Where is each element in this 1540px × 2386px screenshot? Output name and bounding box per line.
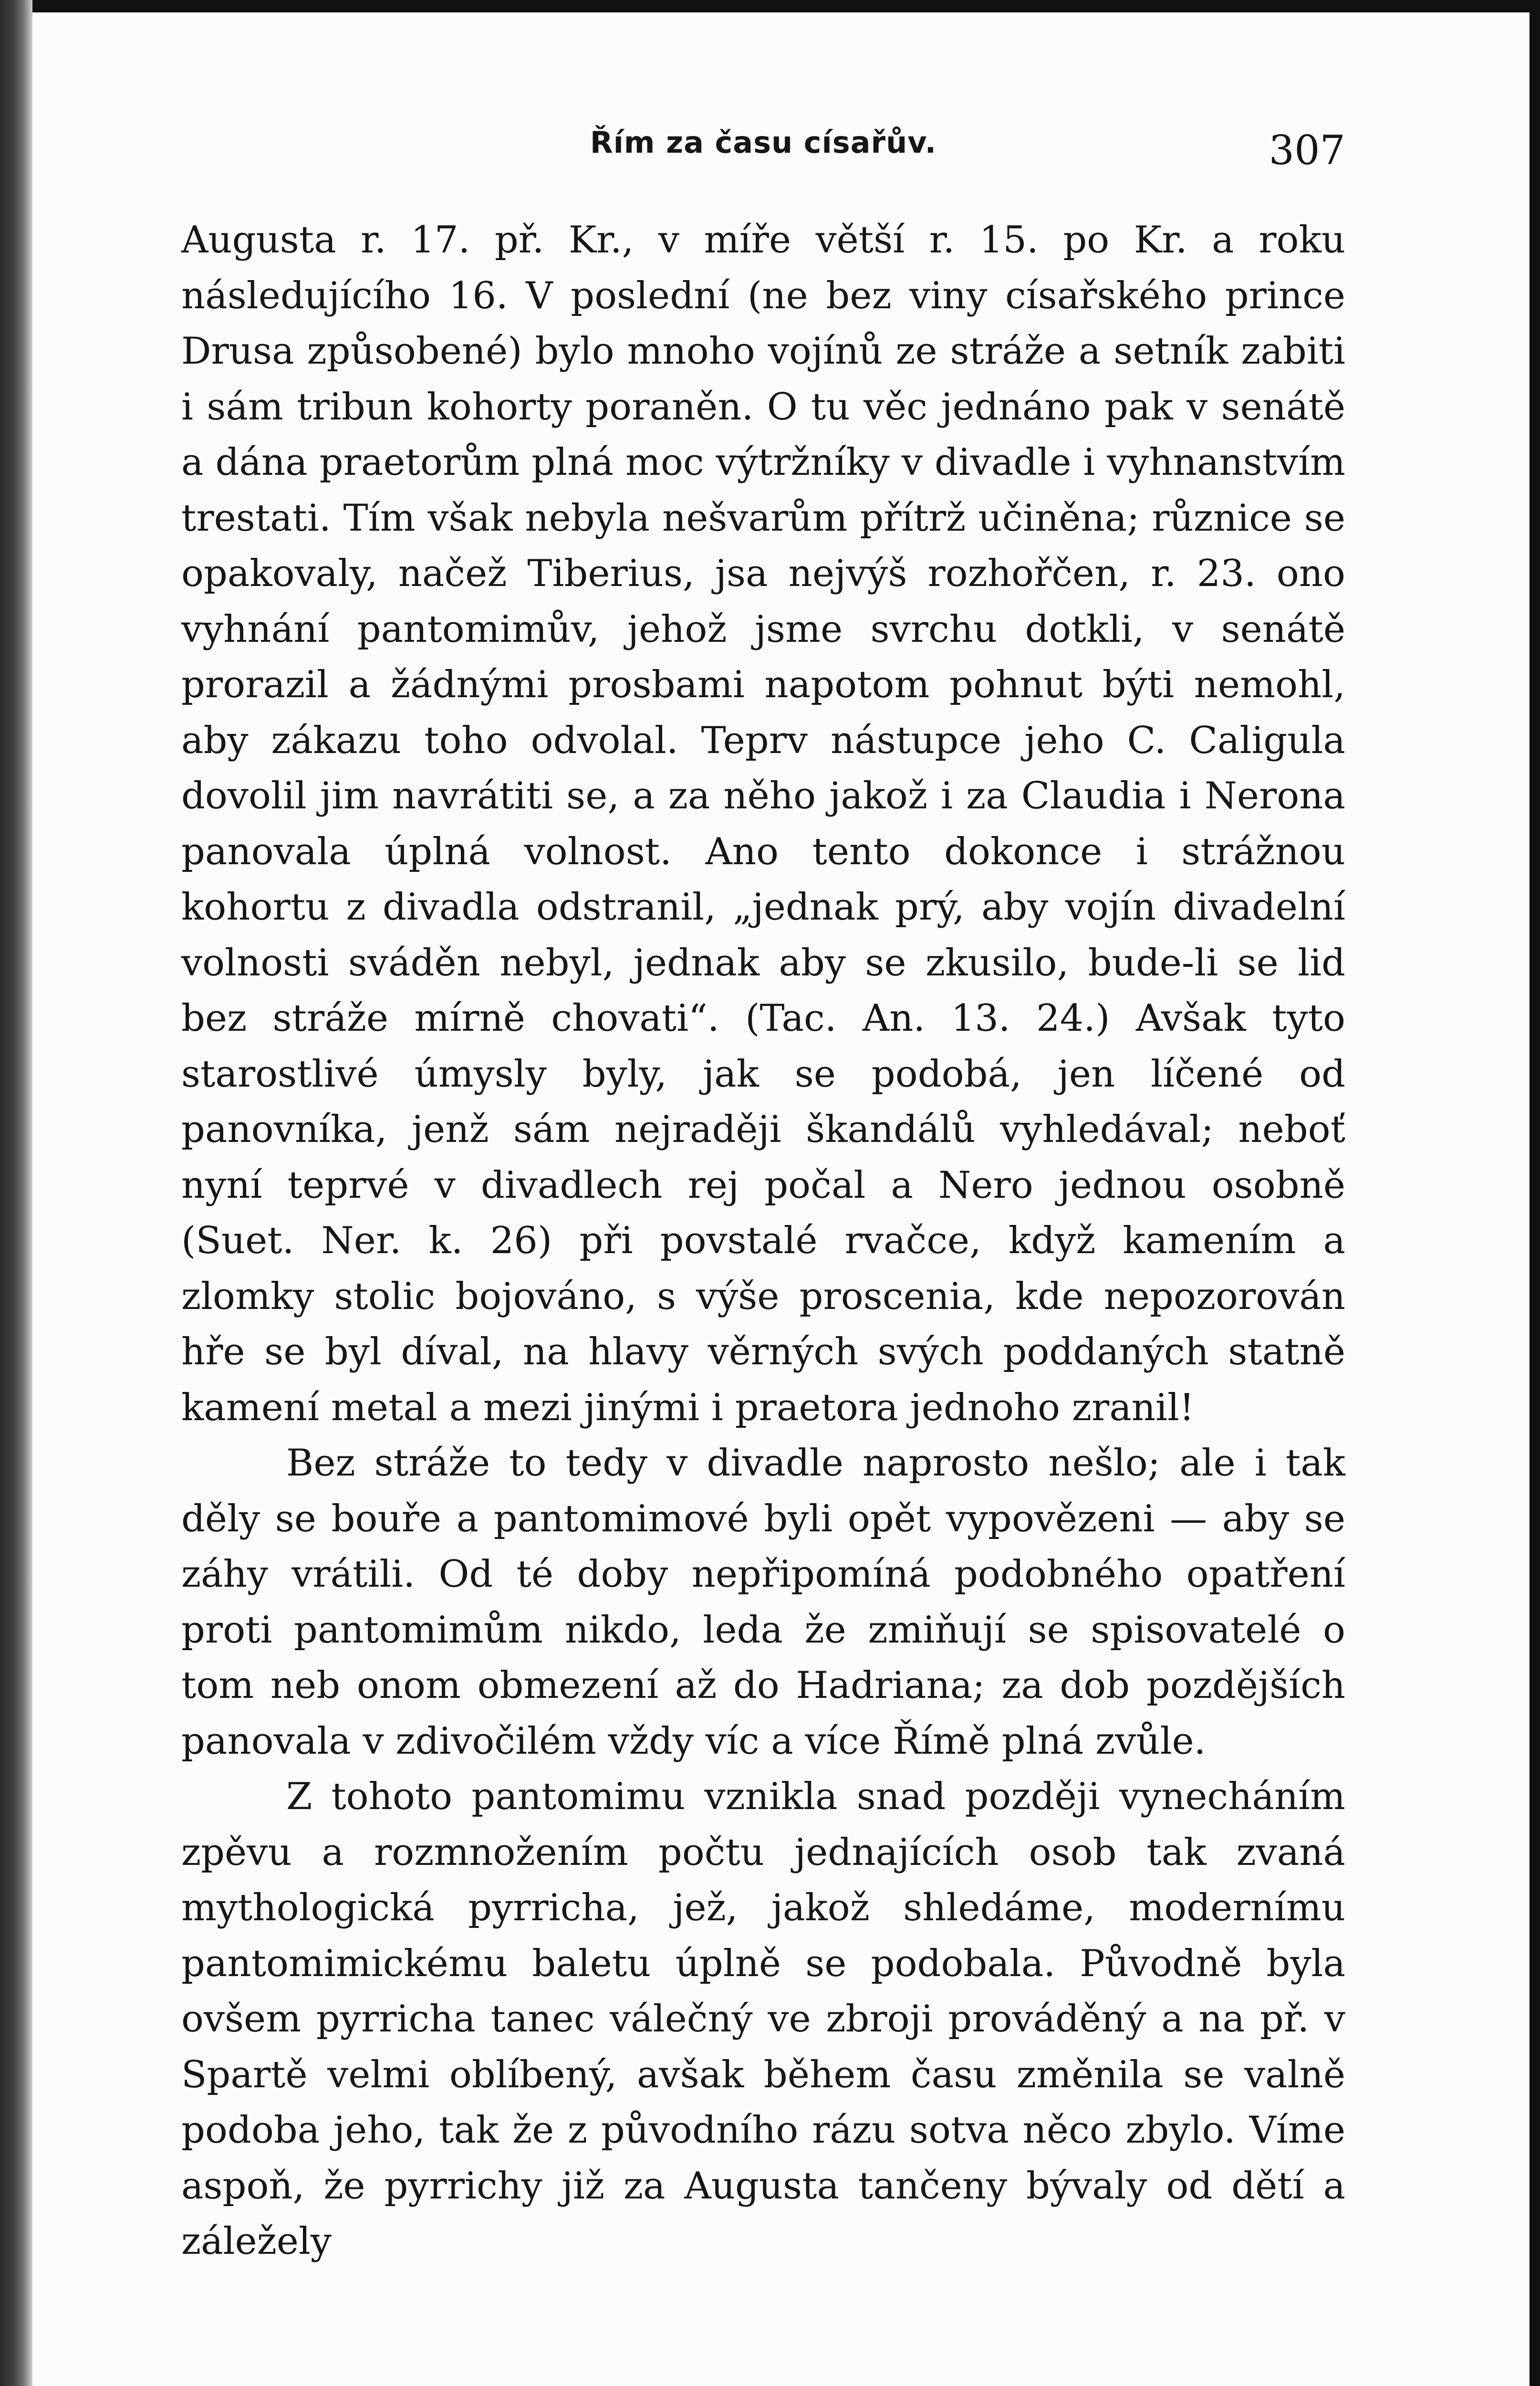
paragraph: Z tohoto pantomimu vznikla snad později vynecháním zpěvu a rozmnožením počtu jednajících osob tak zvaná mythologická pyrricha, jež, jakož shledáme, modernímu pantomimickému baletu úplně se podobala. Původně byla ovšem pyrricha tanec válečný ve zbroji prováděný a na př. v Spartě velmi oblíbený, avšak během času změnila se valně podoba jeho, tak že z původního rázu sotva něco zbylo. Víme aspoň, že pyrrichy již za Augusta tančeny bývaly od dětí a záležely: [181, 1775, 1345, 2263]
scan-border-right: [1530, 0, 1540, 2386]
book-spine-edge: [0, 0, 32, 2386]
scan-border-top: [0, 0, 1540, 12]
paragraph: Augusta r. 17. př. Kr., v míře větší r. 15. po Kr. a roku následujícího 16. V poslední (ne bez viny císařského prince Drusa způsobené) bylo mnoho vojínů ze stráže a setník zabiti i sám tribun kohorty poraněn. O tu věc jednáno pak v senátě a dána praetorům plná moc výtržníky v divadle i vyhnanstvím trestati. Tím však nebyla nešvarům přítrž učiněna; různice se opakovaly, načež Tiberius, jsa nejvýš rozhořčen, r. 23. ono vyhnání pantomimův, jehož jsme svrchu dotkli, v senátě prorazil a žádnými prosbami napotom pohnut býti nemohl, aby zákazu toho odvolal. Teprv nástupce jeho C. Caligula dovolil jim navrátiti se, a za něho jakož i za Claudia i Nerona panovala úplná volnost. Ano tento dokonce i strážnou kohortu z divadla odstranil, „jednak prý, aby vojín divadelní volnosti sváděn nebyl, jednak aby se zkusilo, bude-li se lid bez stráže mírně chovati“. (Tac. An. 13. 24.) Avšak tyto starostlivé úmysly byly, jak se podobá, jen líčené od panovníka, jenž sám nejraději škandálů vyhledával; neboť nyní teprvé v divadlech rej počal a Nero jednou osobně (Suet. Ner. k. 26) při povstalé rvačce, když kamením a zlomky stolic bojováno, s výše proscenia, kde nepozorován hře se byl díval, na hlavy věrných svých poddaných statně kamení metal a mezi jinými i praetora jednoho zranil!: [181, 219, 1345, 1429]
running-title: Řím za času císařův.: [590, 125, 937, 160]
body-text: [181, 212, 1345, 2270]
paragraph: Bez stráže to tedy v divadle naprosto nešlo; ale i tak děly se bouře a pantomimové byli opět vypovězeni — aby se záhy vrátili. Od té doby nepřipomíná podobného opatření proti pantomimům nikdo, leda že zmiňují se spisovatelé o tom neb onom obmezení až do Hadriana; za dob pozdějších panovala v zdivočilém vždy víc a více Římě plná zvůle.: [181, 1442, 1345, 1763]
page-header: [181, 125, 1345, 192]
page-number: 307: [1269, 127, 1345, 174]
